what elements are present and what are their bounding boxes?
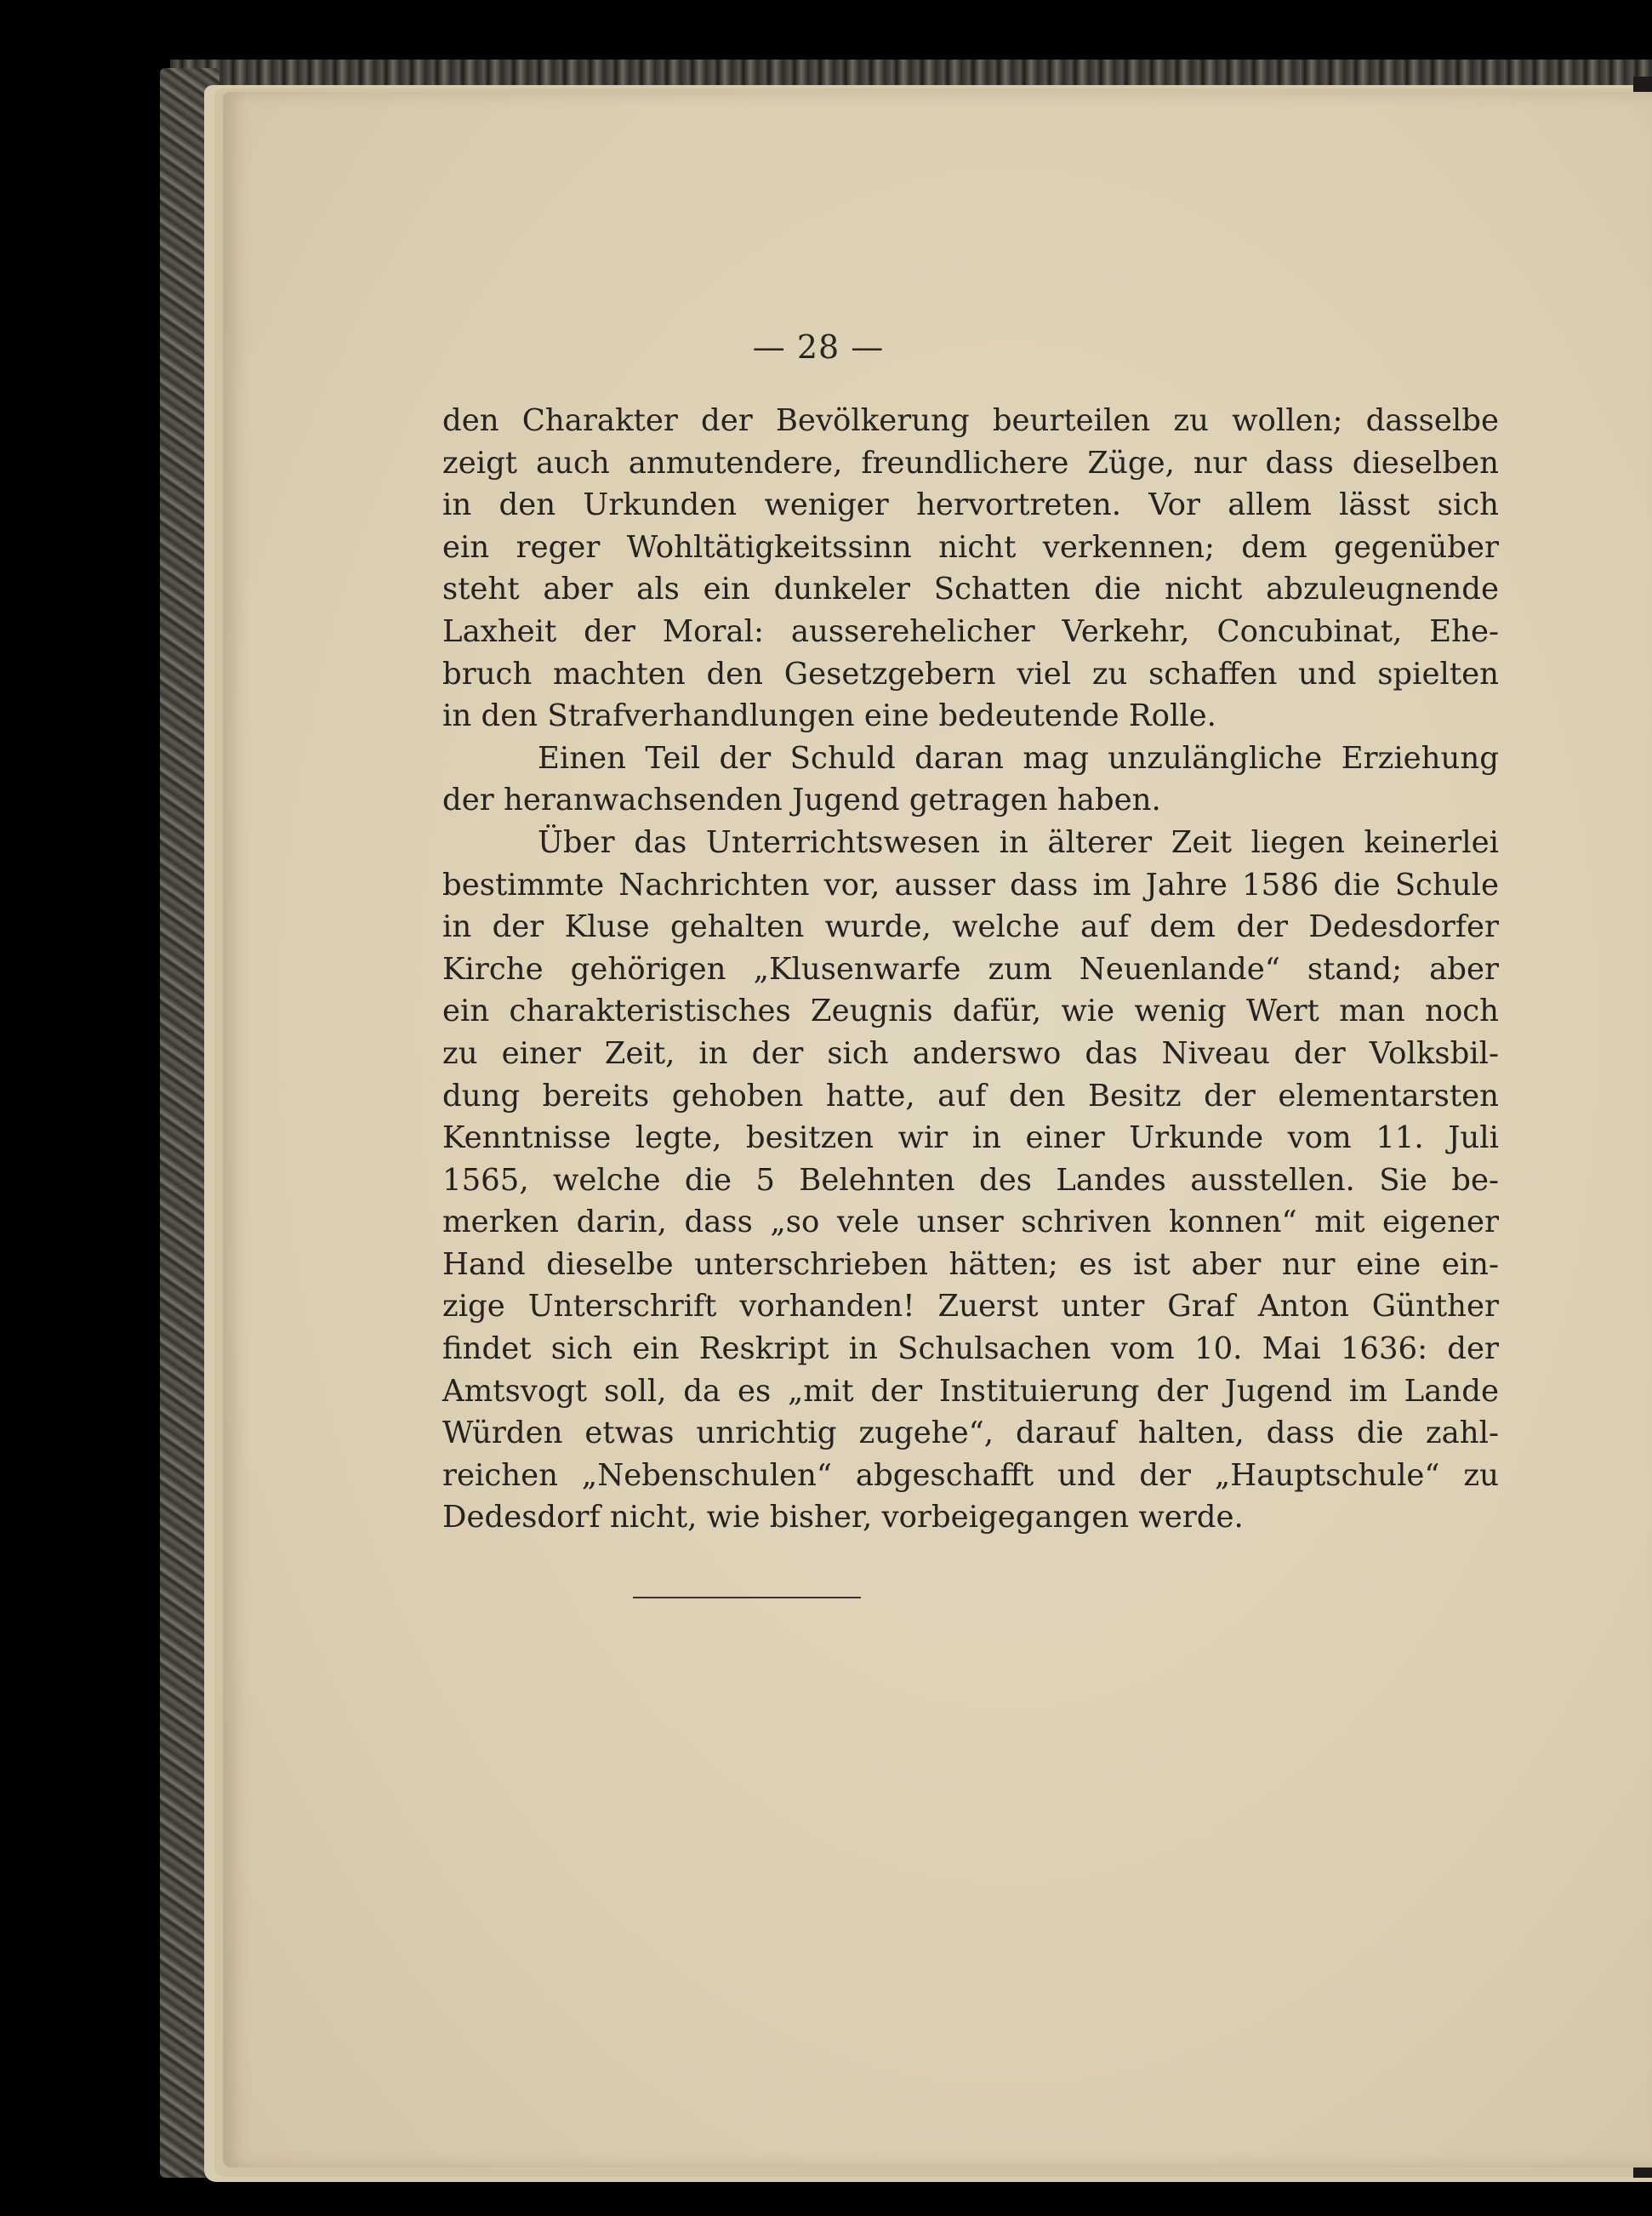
book-page bbox=[223, 92, 1652, 2168]
text-line: Amtsvogt soll, da es „mit der Instituierung der Jugend im Lande bbox=[442, 1373, 1499, 1409]
paragraph-1 bbox=[442, 400, 1499, 738]
text-line: zu einer Zeit, in der sich anderswo das Niveau der Volksbil- bbox=[442, 1035, 1499, 1071]
end-rule-divider bbox=[633, 1597, 861, 1598]
text-line: den Charakter der Bevölkerung beurteilen zu wollen; dasselbe bbox=[442, 403, 1499, 438]
text-line: zige Unterschrift vorhanden! Zuerst unter Graf Anton Günther bbox=[442, 1289, 1499, 1324]
text-line: Kirche gehörigen „Klusenwarfe zum Neuenlande“ stand; aber bbox=[442, 951, 1499, 987]
text-line: Dedesdorf nicht, wie bisher, vorbeigegangen werde. bbox=[442, 1500, 1244, 1535]
text-line: 1565, welche die 5 Belehnten des Landes ausstellen. Sie be- bbox=[442, 1162, 1499, 1198]
text-line: ein charakteristisches Zeugnis dafür, wie wenig Wert man noch bbox=[442, 994, 1499, 1029]
page-number: — 28 — bbox=[752, 328, 885, 366]
text-line: bruch machten den Gesetzgebern viel zu schaffen und spielten bbox=[442, 656, 1499, 692]
text-line: findet sich ein Reskript in Schulsachen vom 10. Mai 1636: der bbox=[442, 1331, 1499, 1367]
text-line: merken darin, dass „so vele unser schriven konnen“ mit eigener bbox=[442, 1205, 1499, 1240]
text-line: steht aber als ein dunkeler Schatten die nicht abzuleugnende bbox=[442, 572, 1499, 607]
text-line: Laxheit der Moral: ausserehelicher Verkehr, Concubinat, Ehe- bbox=[442, 613, 1499, 649]
paragraph-2 bbox=[442, 738, 1499, 822]
text-line: in den Urkunden weniger hervortreten. Vor allem lässt sich bbox=[442, 487, 1499, 523]
text-line: dung bereits gehoben hatte, auf den Besitz der elementarsten bbox=[442, 1078, 1499, 1114]
text-line: der heranwachsenden Jugend getragen haben. bbox=[442, 783, 1161, 818]
text-line: Kenntnisse legte, besitzen wir in einer Urkunde vom 11. Juli bbox=[442, 1120, 1499, 1156]
text-line: ein reger Wohltätigkeitssinn nicht verkennen; dem gegenüber bbox=[442, 529, 1499, 565]
text-line: in der Kluse gehalten wurde, welche auf dem der Dedesdorfer bbox=[442, 909, 1499, 945]
text-line: Würden etwas unrichtig zugehe“, darauf halten, dass die zahl- bbox=[442, 1416, 1499, 1451]
paragraph-3 bbox=[442, 822, 1499, 1539]
text-line: Über das Unterrichtswesen in älterer Zeit liegen keinerlei bbox=[538, 824, 1499, 860]
text-line: reichen „Nebenschulen“ abgeschafft und der „Hauptschule“ zu bbox=[442, 1457, 1499, 1493]
text-line: zeigt auch anmutendere, freundlichere Züge, nur dass dieselben bbox=[442, 445, 1499, 481]
text-line: in den Strafverhandlungen eine bedeutende Rolle. bbox=[442, 698, 1216, 734]
text-line: Hand dieselbe unterschrieben hätten; es ist aber nur eine ein- bbox=[442, 1246, 1499, 1282]
text-line: bestimmte Nachrichten vor, ausser dass im Jahre 1586 die Schule bbox=[442, 867, 1499, 903]
body-text bbox=[442, 400, 1499, 1539]
text-line: Einen Teil der Schuld daran mag unzulängliche Erziehung bbox=[538, 740, 1499, 776]
